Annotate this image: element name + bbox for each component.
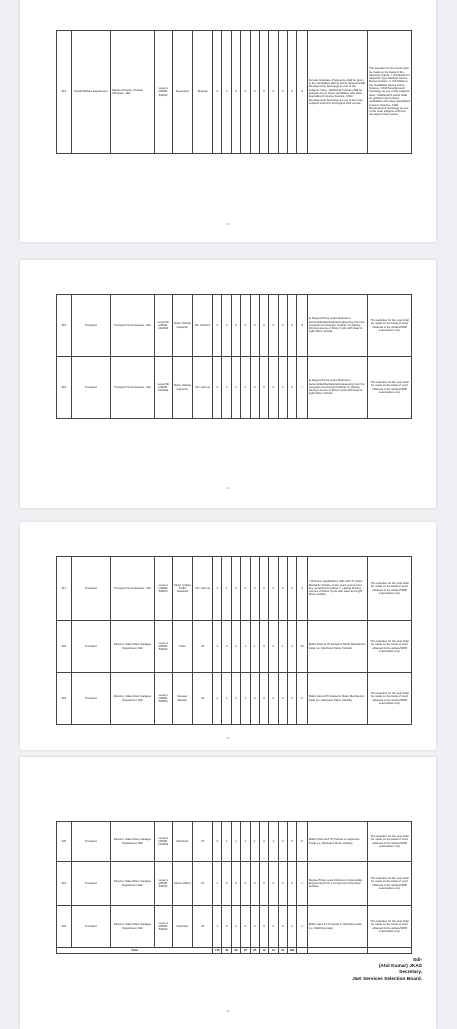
count-cell: 0 [278, 862, 287, 906]
count-cell: 0 [222, 862, 231, 906]
count-cell: 0 [278, 673, 287, 725]
post-name: Mechanic [172, 822, 193, 862]
office: Director, State Motor Garages Department J&K [111, 822, 155, 862]
selection-mode: The selection for the post shall be made on the basis of merit obtained in the written/OMR examination only. [368, 357, 412, 419]
pay-level: Level-5D (29200-112200) [154, 295, 172, 357]
serial-number: 317 [57, 557, 72, 621]
document-page-28 [20, 0, 436, 242]
count-cell: 1 [241, 621, 250, 673]
selection-mode: The selection for the post shall be made on the basis of merit obtained in the written/OMR examination only. [368, 906, 412, 948]
department: Transport [71, 557, 111, 621]
document-page-31 [20, 757, 436, 1029]
count-cell: 0 [241, 31, 250, 154]
department: Transport [71, 295, 111, 357]
count-cell: 0 [259, 31, 268, 154]
office: Director, State Motor Garages Department J&K [111, 673, 155, 725]
office: Director, State Motor Garages Department J&K [111, 906, 155, 948]
count-cell: 2 [213, 31, 222, 154]
count-cell: 1 [222, 557, 231, 621]
department: Transport [71, 621, 111, 673]
count-cell: 1 [241, 357, 250, 419]
department: Social Welfare Department [71, 31, 111, 154]
qualification: i. Minimum qualification 10th with ITI, Motor Mechanic Vehicle of two years course from any recognized institute. ii. Having Driving Licence of Motor Cycle with Gear and Light Motor Vehicle. [307, 557, 367, 621]
count-cell: 0 [250, 862, 259, 906]
vacancy-table [56, 821, 412, 954]
count-cell: 0 [259, 906, 268, 948]
count-total-cell: 3 [297, 295, 307, 357]
office: Transport Commissioner, J&K [111, 557, 155, 621]
count-cell: 0 [287, 906, 296, 948]
count-cell: 1 [213, 862, 222, 906]
count-cell: 0 [287, 295, 296, 357]
district: UT [193, 822, 213, 862]
count-cell: 0 [278, 906, 287, 948]
total-cell: 12 [259, 948, 268, 954]
selection-mode: The selection for the post shall be made on the basis of merit obtained in the written/OMR examination only. [368, 862, 412, 906]
count-cell: 4 [213, 621, 222, 673]
count-cell: 1 [222, 357, 231, 419]
office: Mission Director, Poshan Abhiyaan, J&K [111, 31, 155, 154]
count-cell: 0 [278, 31, 287, 154]
count-cell: 3 [222, 621, 231, 673]
pay-level: Level-2 (19900-63200) [154, 673, 172, 725]
qualification: Female Graduate. Preference shall be given to the candidates having Home Science/Child Development/ Sociology as one of the subjects. Note:- Additional 5 points shall be granted only to those candidates who have specialized in Home Science, Child Development/ Sociology as one of the main subjects uniformly throughout their course. [307, 31, 367, 154]
count-cell: 0 [241, 295, 250, 357]
serial-number: 319 [57, 673, 72, 725]
total-cell: 21 [269, 948, 278, 954]
count-cell: 1 [231, 357, 240, 419]
count-cell: 1 [231, 621, 240, 673]
district: Div. Jammu [193, 557, 213, 621]
total-cell: 25 [250, 948, 259, 954]
district: Shopian [193, 31, 213, 154]
department: Transport [71, 822, 111, 862]
vacancy-table [56, 294, 412, 419]
count-cell: 1 [250, 822, 259, 862]
count-cell: 0 [269, 862, 278, 906]
signatory-title: Secretary, [399, 970, 422, 976]
serial-number: 322 [57, 906, 72, 948]
count-cell: 0 [241, 906, 250, 948]
count-cell: 1 [241, 822, 250, 862]
office: Transport Commissioner, J&K [111, 357, 155, 419]
count-cell: 0 [287, 357, 296, 419]
count-cell: 1 [250, 621, 259, 673]
count-cell: 0 [250, 31, 259, 154]
department: Transport [71, 862, 111, 906]
district: UT [193, 906, 213, 948]
selection-mode: The selection for the post shall be made on the basis of merit obtained in the written/OMR examination only. [368, 822, 412, 862]
count-cell: 1 [278, 621, 287, 673]
office: Director, State Motor Garages Department J&K [111, 862, 155, 906]
count-cell: 0 [278, 295, 287, 357]
count-cell: 0 [231, 31, 240, 154]
count-cell: 2 [213, 295, 222, 357]
serial-number: 320 [57, 822, 72, 862]
count-cell: 0 [259, 822, 268, 862]
count-cell: 0 [250, 357, 259, 419]
total-cell: 390 [287, 948, 296, 954]
count-cell: 1 [222, 31, 231, 154]
signature-block [352, 958, 422, 983]
count-cell: 1 [222, 673, 231, 725]
count-total-cell: 3 [297, 31, 307, 154]
post-name: Fitter [172, 621, 193, 673]
page-number: 30 [226, 736, 230, 740]
count-cell: 0 [278, 557, 287, 621]
serial-number: 316 [57, 357, 72, 419]
selection-mode: The selection for the post shall be made on the basis of merit obtained in the written/OMR examination only. [368, 295, 412, 357]
count-cell: 1 [269, 822, 278, 862]
count-cell: 0 [269, 906, 278, 948]
office: Director, State Motor Garages Department J&K [111, 621, 155, 673]
count-cell: 0 [287, 673, 296, 725]
count-cell: 0 [259, 862, 268, 906]
count-cell: 2 [213, 673, 222, 725]
count-cell: 0 [250, 295, 259, 357]
count-total-cell: 16 [297, 621, 307, 673]
department: Transport [71, 357, 111, 419]
table-row [57, 557, 412, 621]
table-row [57, 906, 412, 948]
count-cell: 0 [231, 862, 240, 906]
vacancy-table [56, 556, 412, 725]
document-page-29 [20, 260, 436, 508]
total-cell: 24 [278, 948, 287, 954]
pay-level: Level-4 (25500-81100) [154, 862, 172, 906]
signatory-organization: J&K Services Selection Board. [352, 976, 422, 982]
count-cell: 0 [269, 357, 278, 419]
count-cell: 0 [259, 557, 268, 621]
empty-cell [297, 948, 307, 954]
count-cell: 0 [241, 862, 250, 906]
post-name: Motor Vehicle Inspector [172, 357, 193, 419]
count-cell: 0 [241, 557, 250, 621]
district: UT [193, 621, 213, 673]
qualification: Degree/Three years Diploma in Automobile Engineering from a recognized University/ Institute [307, 862, 367, 906]
count-total-cell: 6 [297, 673, 307, 725]
count-cell: 0 [231, 295, 240, 357]
page-number: 31 [226, 1009, 230, 1013]
count-total-cell: 8 [297, 822, 307, 862]
count-cell: 1 [213, 906, 222, 948]
serial-number: 314 [57, 31, 72, 154]
post-name: Motor vehicle Traffic Assistant [172, 557, 193, 621]
total-cell: 49 [222, 948, 231, 954]
selection-mode: The selection for the post shall be made on the basis of merit obtained in the written/OMR examination only. [368, 673, 412, 725]
count-cell: 1 [222, 822, 231, 862]
vacancy-table [56, 30, 412, 154]
table-row [57, 31, 412, 154]
count-cell: 1 [231, 673, 240, 725]
signature-sd: Sd/- [412, 958, 422, 963]
qualification: Matric pass & ITI trained in Upholster trade (i.e. Stitching trade) [307, 906, 367, 948]
count-cell: 3 [213, 357, 222, 419]
district: Div. Jammu [193, 357, 213, 419]
page-number: 29 [226, 486, 230, 490]
count-cell: 0 [250, 673, 259, 725]
post-name: Supervisor [172, 31, 193, 154]
count-cell: 0 [269, 557, 278, 621]
count-cell: 1 [231, 822, 240, 862]
serial-number: 318 [57, 621, 72, 673]
count-cell: 1 [222, 295, 231, 357]
count-cell: 0 [269, 621, 278, 673]
serial-number: 321 [57, 862, 72, 906]
table-row [57, 295, 412, 357]
post-name: Upholster [172, 906, 193, 948]
count-cell: 0 [287, 862, 296, 906]
district: UT [193, 862, 213, 906]
count-total-cell: 4 [297, 557, 307, 621]
pay-level: Level-4 (25500-81100) [154, 621, 172, 673]
count-cell: 0 [278, 822, 287, 862]
count-cell: 0 [287, 557, 296, 621]
table-row [57, 621, 412, 673]
pay-level: Level-2 (19900-63200) [154, 557, 172, 621]
serial-number: 315 [57, 295, 72, 357]
table-row [57, 673, 412, 725]
count-cell: 0 [250, 906, 259, 948]
count-cell: 1 [241, 673, 250, 725]
count-cell: 0 [269, 673, 278, 725]
empty-cell [307, 948, 367, 954]
count-cell: 0 [222, 906, 231, 948]
department: Transport [71, 673, 111, 725]
district: UT [193, 673, 213, 725]
count-cell: 1 [278, 357, 287, 419]
district: Div. Kashmir [193, 295, 213, 357]
post-name: Motor Vehicle Inspector [172, 295, 193, 357]
table-row [57, 822, 412, 862]
count-cell: 0 [231, 557, 240, 621]
count-cell: 0 [250, 557, 259, 621]
department: Transport [71, 906, 111, 948]
document-page-30 [20, 522, 436, 750]
total-row [57, 948, 412, 954]
pay-level: Level-4 (25500-81100) [154, 906, 172, 948]
count-cell: 0 [231, 906, 240, 948]
total-cell: 38 [231, 948, 240, 954]
count-total-cell: 1 [297, 862, 307, 906]
total-cell: 176 [213, 948, 222, 954]
count-cell: 0 [259, 621, 268, 673]
count-cell: 0 [287, 822, 296, 862]
count-cell: 3 [213, 822, 222, 862]
count-cell: 1 [287, 621, 296, 673]
count-total-cell: 1 [297, 906, 307, 948]
table-row [57, 862, 412, 906]
pay-level: Level-4 (25500-81100) [154, 31, 172, 154]
count-cell: 3 [213, 557, 222, 621]
selection-mode: The selection for the posts shall be made on the basis of the following criteria: I. OS-Marks for Objective Type Multiple Choice Reconnections. II. OS-Marks to the candidates having Home Science, Child Development/ Sociology as one of the subjects. Note:- Additional 5 points shall be granted only to those candidates who have specialized in Home Science, Child Development/ Sociology as one of the main subjects uniformly throughout their course. [368, 31, 412, 154]
post-name: Greaser Washer [172, 673, 193, 725]
empty-cell [368, 948, 412, 954]
pay-level: Level-6 (35400-113400) [154, 822, 172, 862]
office: Transport Commissioner, J&K [111, 295, 155, 357]
pay-level: Level-5D (29200-112200) [154, 357, 172, 419]
post-name: Stores Officer [172, 862, 193, 906]
selection-mode: The selection for the post shall be made on the basis of merit obtained in the written/OMR examination only. [368, 621, 412, 673]
signatory-name: (Atul Kumar) JKAS [378, 964, 422, 970]
table-row [57, 357, 412, 419]
count-cell: 0 [269, 295, 278, 357]
qualification: Matric pass &ITI trained in Motor Mechanism trade (i.e. Mechanic Motor Vehicle) [307, 673, 367, 725]
qualification: Matric Pass and ITI Trained in respective Trade (i.e. Mechanic Motor vehicle) [307, 822, 367, 862]
count-cell: 0 [259, 673, 268, 725]
qualification: Matric Pass & ITI trained in Motor Mechanism trade (i.e. Mechanic Motor Vehicle) [307, 621, 367, 673]
total-cell: 35 [241, 948, 250, 954]
count-cell: 0 [269, 31, 278, 154]
count-cell: 0 [287, 31, 296, 154]
count-total-cell: 7 [297, 357, 307, 419]
page-number: 28 [226, 222, 230, 226]
selection-mode: The selection for the post shall be made on the basis of merit obtained in the written/OMR examination only. [368, 557, 412, 621]
qualification: a) Degree/Three years Diploma in Automobile/Mechanical Engineering from the recognized University/Institute. b) Having Driving Licence of Motor Cycle with Gear & Light Motor Vehicle. [307, 357, 367, 419]
count-cell: 0 [259, 295, 268, 357]
count-cell: 0 [259, 357, 268, 419]
total-label: Total [57, 948, 213, 954]
qualification: a) Degree/Three years Diploma in Automobile/Mechanical Engineering from the recognized University/ Institute. b) Having Driving Licence of Motor Cycle with Gear & Light Motor Vehicle. [307, 295, 367, 357]
